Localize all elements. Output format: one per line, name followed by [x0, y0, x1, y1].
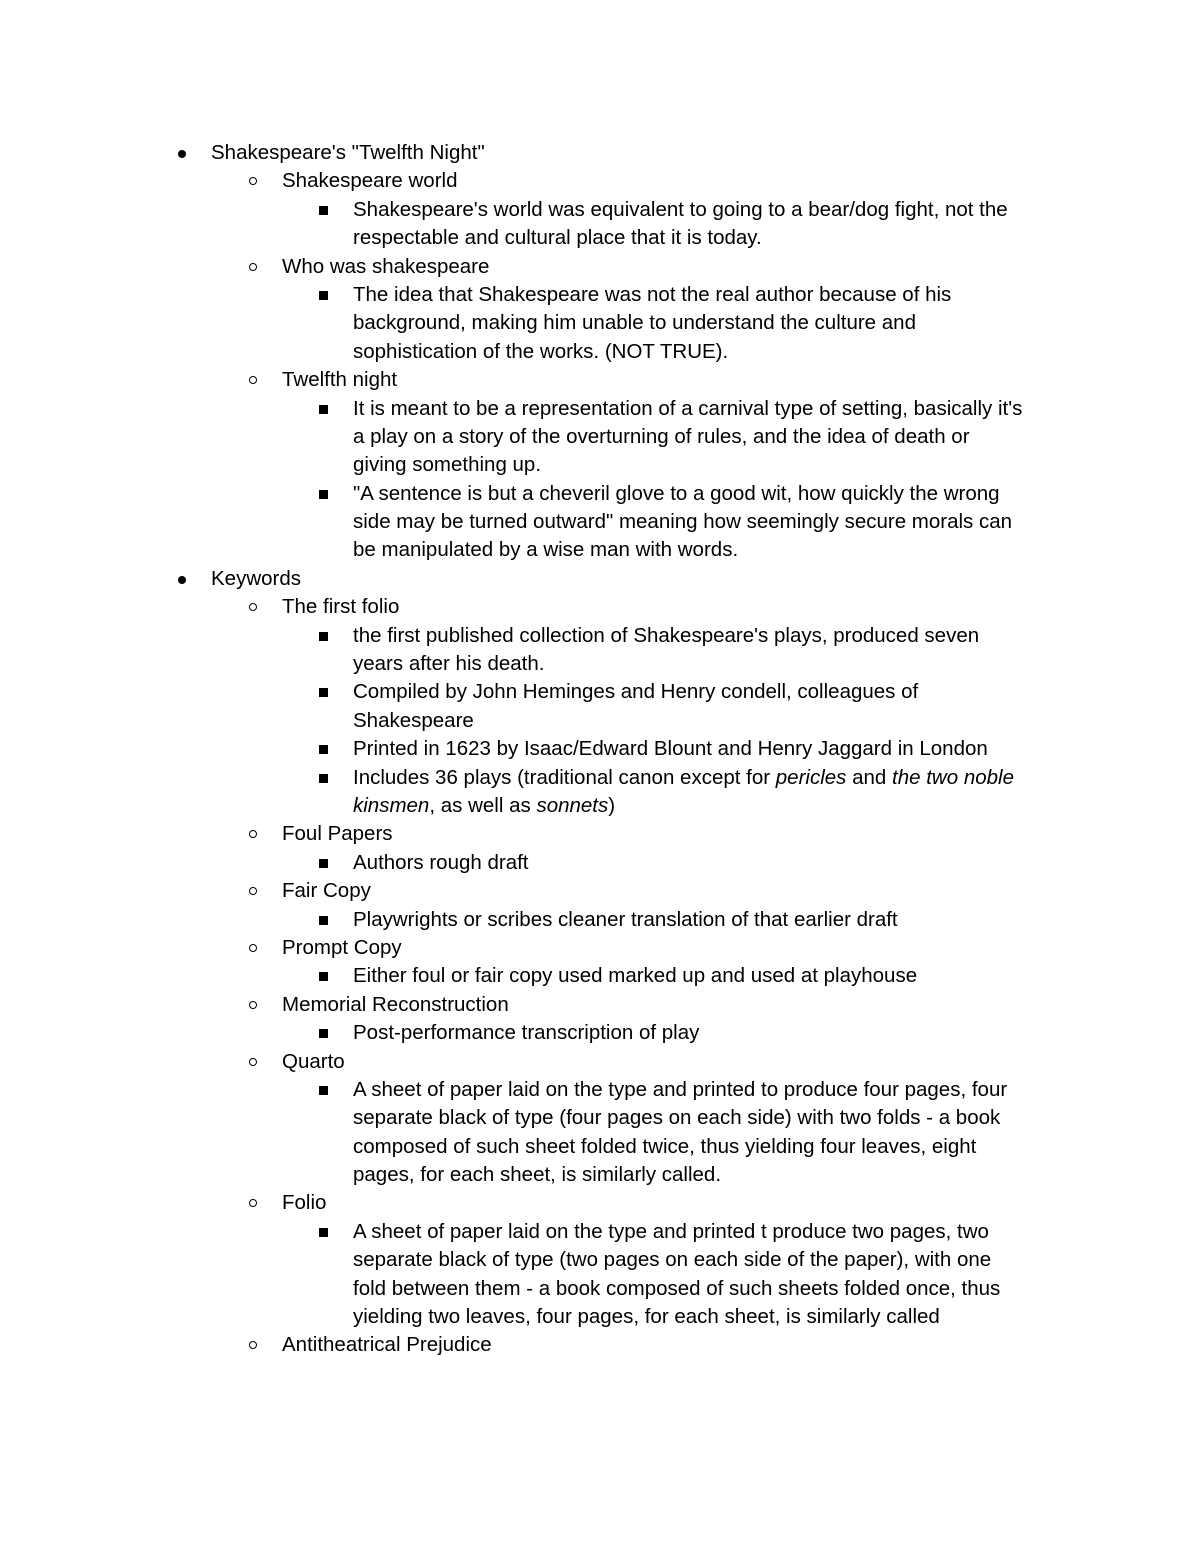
- italic-title: pericles: [775, 765, 847, 789]
- note-line: A sheet of paper laid on the type and printed to produce four pages, four: [0, 1076, 1200, 1104]
- circle-bullet-icon: [249, 830, 257, 838]
- subitem-folio: [0, 1189, 1200, 1217]
- note-line: Playwrights or scribes cleaner translation of that earlier draft: [0, 906, 1200, 934]
- italic-title: kinsmen: [353, 793, 430, 817]
- note-line: Shakespeare: [353, 708, 474, 732]
- subitem-who-was-shakespeare: [0, 253, 1200, 281]
- subitem-title: Quarto: [282, 1049, 345, 1073]
- italic-title: sonnets: [536, 793, 609, 817]
- subitem-title: Twelfth night: [282, 368, 398, 392]
- note-line: A sheet of paper laid on the type and printed t produce two pages, two: [0, 1218, 1200, 1246]
- disc-bullet-icon: [178, 576, 186, 584]
- square-bullet-icon: [319, 490, 328, 499]
- square-bullet-icon: [319, 859, 328, 868]
- square-bullet-icon: [319, 745, 328, 754]
- note-line: separate black of type (four pages on each side) with two folds - a book: [353, 1106, 1001, 1130]
- note-line: separate black of type (two pages on each side of the paper), with one: [353, 1248, 992, 1272]
- subitem-fair-copy: [0, 877, 1200, 905]
- note-line: Includes 36 plays (traditional canon except for pericles and the two noble: [0, 764, 1200, 792]
- square-bullet-icon: [319, 1029, 328, 1038]
- note-line: side may be turned outward" meaning how seemingly secure morals can: [353, 510, 1013, 534]
- subitem-title: Prompt Copy: [282, 935, 402, 959]
- note-line: background, making him unable to understand the culture and: [353, 311, 916, 335]
- subitem-title: Antitheatrical Prejudice: [282, 1333, 492, 1357]
- note-line: the first published collection of Shakespeare's plays, produced seven: [0, 622, 1200, 650]
- circle-bullet-icon: [249, 1199, 257, 1207]
- subitem-title: Shakespeare world: [282, 169, 458, 193]
- circle-bullet-icon: [249, 376, 257, 384]
- note-line: giving something up.: [353, 453, 542, 477]
- note-line: Authors rough draft: [0, 849, 1200, 877]
- subitem-title: Folio: [282, 1191, 327, 1215]
- italic-title: the two noble: [892, 765, 1014, 789]
- note-line: Either foul or fair copy used marked up and used at playhouse: [0, 962, 1200, 990]
- subitem-title: The first folio: [282, 595, 400, 619]
- circle-bullet-icon: [249, 177, 257, 185]
- subitem-prompt-copy: [0, 934, 1200, 962]
- subitem-title: Memorial Reconstruction: [282, 992, 509, 1016]
- subitem-title: Fair Copy: [282, 879, 371, 903]
- note-line: Compiled by John Heminges and Henry condell, colleagues of: [0, 678, 1200, 706]
- subitem-quarto: [0, 1048, 1200, 1076]
- subitem-twelfth-night: [0, 366, 1200, 394]
- note-line: "A sentence is but a cheveril glove to a good wit, how quickly the wrong: [0, 480, 1200, 508]
- square-bullet-icon: [319, 1228, 328, 1237]
- circle-bullet-icon: [249, 887, 257, 895]
- note-line: years after his death.: [353, 652, 545, 676]
- subitem-foul-papers: [0, 820, 1200, 848]
- subitem-first-folio: [0, 593, 1200, 621]
- circle-bullet-icon: [249, 1341, 257, 1349]
- square-bullet-icon: [319, 632, 328, 641]
- note-line: Shakespeare's world was equivalent to going to a bear/dog fight, not the: [0, 196, 1200, 224]
- circle-bullet-icon: [249, 1058, 257, 1066]
- subitem-title: Who was shakespeare: [282, 254, 490, 278]
- square-bullet-icon: [319, 291, 328, 300]
- disc-bullet-icon: [178, 150, 186, 158]
- note-line: kinsmen, as well as sonnets): [353, 793, 616, 817]
- item-title: Keywords: [211, 566, 302, 590]
- circle-bullet-icon: [249, 944, 257, 952]
- document-outline: [0, 139, 1200, 1360]
- square-bullet-icon: [319, 405, 328, 414]
- note-line: Post-performance transcription of play: [0, 1019, 1200, 1047]
- square-bullet-icon: [319, 972, 328, 981]
- item-title: Shakespeare's "Twelfth Night": [211, 141, 485, 164]
- square-bullet-icon: [319, 1086, 328, 1095]
- subitem-antitheatrical-prejudice: [0, 1331, 1200, 1359]
- circle-bullet-icon: [249, 263, 257, 271]
- note-line: be manipulated by a wise man with words.: [353, 538, 739, 562]
- note-line: It is meant to be a representation of a carnival type of setting, basically it's: [0, 395, 1200, 423]
- circle-bullet-icon: [249, 603, 257, 611]
- note-line: composed of such sheet folded twice, thus yielding four leaves, eight: [353, 1134, 977, 1158]
- square-bullet-icon: [319, 916, 328, 925]
- note-line: a play on a story of the overturning of rules, and the idea of death or: [353, 424, 970, 448]
- note-line: yielding two leaves, four pages, for each sheet, is similarly called: [353, 1305, 940, 1329]
- subitem-memorial-reconstruction: [0, 991, 1200, 1019]
- outline-item-twelfth-night: [0, 139, 1200, 167]
- note-line: pages, for each sheet, is similarly called.: [353, 1163, 722, 1187]
- subitem-title: Foul Papers: [282, 822, 393, 846]
- note-line: respectable and cultural place that it is today.: [353, 226, 762, 250]
- note-line: fold between them - a book composed of such sheets folded once, thus: [353, 1276, 1001, 1300]
- note-line: sophistication of the works. (NOT TRUE).: [353, 339, 729, 363]
- subitem-shakespeare-world: [0, 167, 1200, 195]
- square-bullet-icon: [319, 206, 328, 215]
- note-line: The idea that Shakespeare was not the real author because of his: [0, 281, 1200, 309]
- circle-bullet-icon: [249, 1001, 257, 1009]
- outline-item-keywords: [0, 565, 1200, 593]
- square-bullet-icon: [319, 688, 328, 697]
- square-bullet-icon: [319, 774, 328, 783]
- note-line: Printed in 1623 by Isaac/Edward Blount and Henry Jaggard in London: [0, 735, 1200, 763]
